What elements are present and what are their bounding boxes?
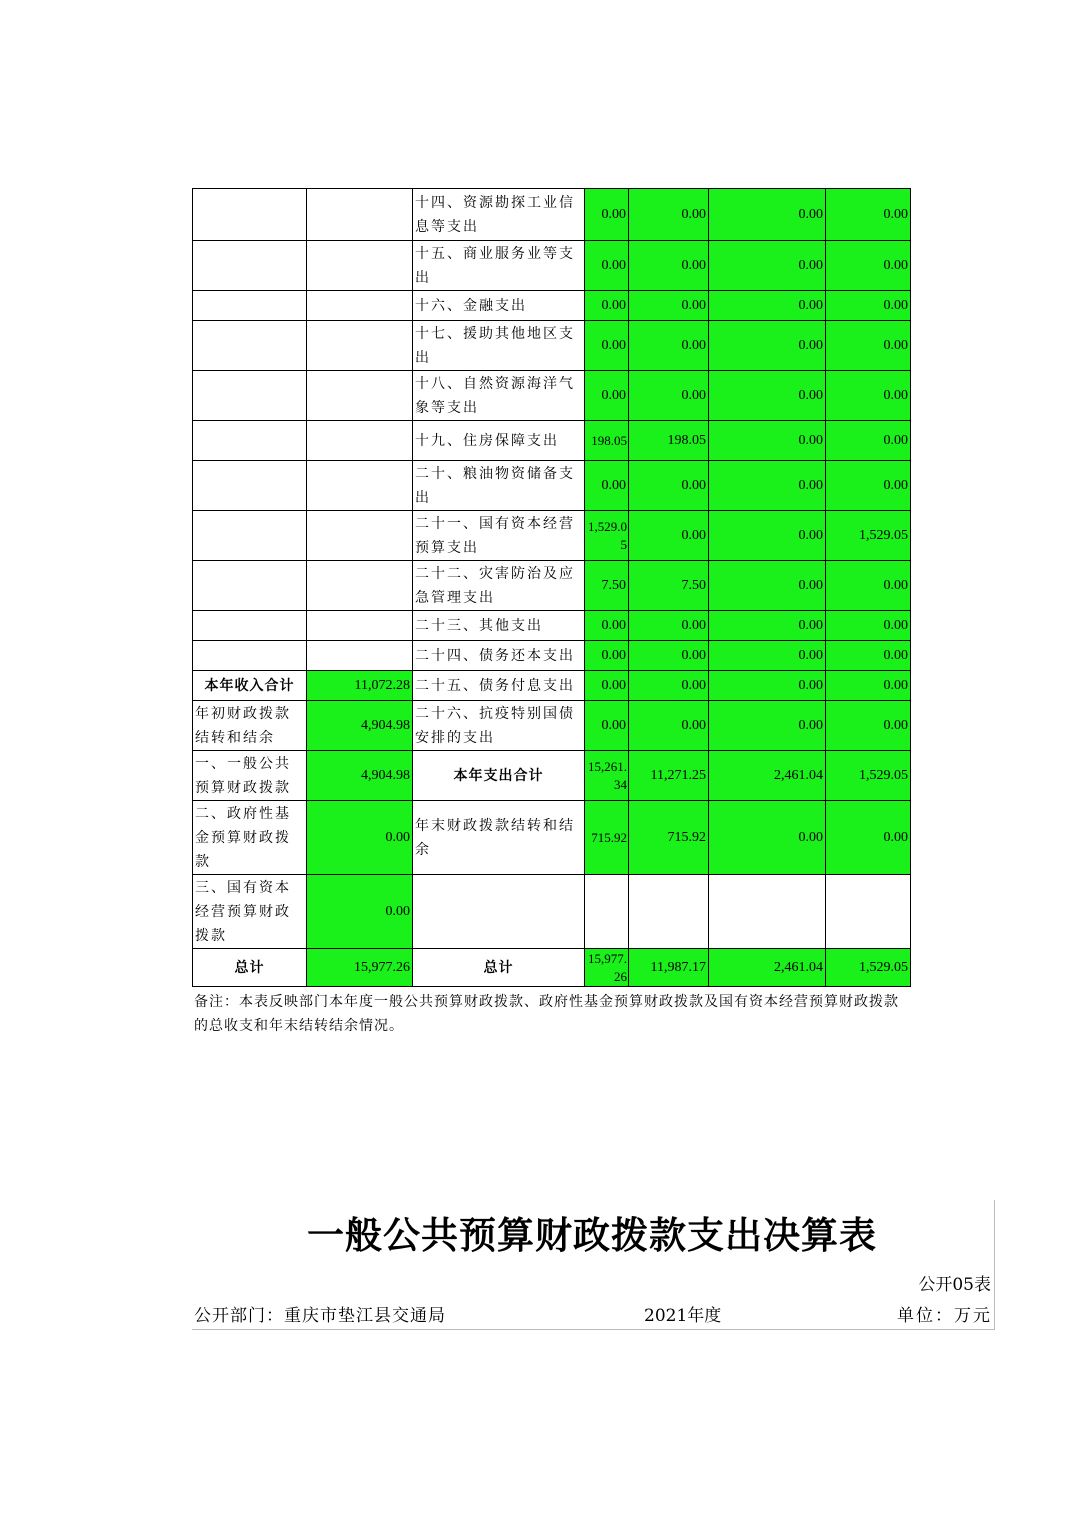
general-budget-cell: 0.00 xyxy=(629,641,709,671)
table-row xyxy=(193,321,911,371)
expense-total-cell: 0.00 xyxy=(585,701,629,751)
general-budget-cell: 0.00 xyxy=(629,671,709,701)
state-capital-cell: 0.00 xyxy=(826,701,911,751)
income-item-cell xyxy=(193,511,307,561)
general-budget-cell: 0.00 xyxy=(629,321,709,371)
budget-table xyxy=(192,188,911,987)
income-item-cell xyxy=(193,641,307,671)
state-capital-cell: 1,529.05 xyxy=(826,751,911,801)
table-row xyxy=(193,241,911,291)
state-capital-cell: 0.00 xyxy=(826,321,911,371)
income-item-cell: 一、一般公共预算财政拨款 xyxy=(193,751,307,801)
expense-total-cell: 1,529.05 xyxy=(585,511,629,561)
table-row xyxy=(193,189,911,241)
table-row xyxy=(193,875,911,949)
department-label: 公开部门：重庆市垫江县交通局 xyxy=(194,1306,446,1326)
expense-total-cell: 0.00 xyxy=(585,371,629,421)
state-capital-cell: 0.00 xyxy=(826,461,911,511)
table-code: 公开05表 xyxy=(918,1275,991,1295)
income-item-cell xyxy=(193,561,307,611)
gov-fund-cell: 0.00 xyxy=(709,321,826,371)
state-capital-cell: 0.00 xyxy=(826,291,911,321)
general-budget-cell: 0.00 xyxy=(629,189,709,241)
state-capital-cell: 0.00 xyxy=(826,421,911,461)
gov-fund-cell: 2,461.04 xyxy=(709,949,826,987)
income-value-cell xyxy=(307,641,413,671)
expense-item-cell: 二十四、债务还本支出 xyxy=(413,641,585,671)
table-row xyxy=(193,611,911,641)
expense-total-cell xyxy=(585,875,629,949)
general-budget-cell: 0.00 xyxy=(629,291,709,321)
income-value-cell xyxy=(307,371,413,421)
general-budget-cell: 0.00 xyxy=(629,371,709,421)
expense-item-cell: 本年支出合计 xyxy=(413,751,585,801)
table-row xyxy=(193,511,911,561)
income-value-cell xyxy=(307,189,413,241)
border-line xyxy=(192,1329,995,1330)
expense-total-cell: 0.00 xyxy=(585,641,629,671)
income-value-cell xyxy=(307,511,413,561)
expense-item-cell: 二十二、灾害防治及应急管理支出 xyxy=(413,561,585,611)
general-budget-cell: 0.00 xyxy=(629,241,709,291)
expense-item-cell: 十六、金融支出 xyxy=(413,291,585,321)
border-line xyxy=(994,1200,995,1330)
general-budget-cell: 0.00 xyxy=(629,701,709,751)
income-item-cell xyxy=(193,461,307,511)
income-item-cell xyxy=(193,371,307,421)
gov-fund-cell xyxy=(709,875,826,949)
table-row xyxy=(193,371,911,421)
table-row xyxy=(193,671,911,701)
income-value-cell xyxy=(307,461,413,511)
income-item-cell: 三、国有资本经营预算财政拨款 xyxy=(193,875,307,949)
income-value-cell: 4,904.98 xyxy=(307,751,413,801)
expense-total-cell: 0.00 xyxy=(585,241,629,291)
expense-total-cell: 15,977.26 xyxy=(585,949,629,987)
state-capital-cell: 0.00 xyxy=(826,371,911,421)
expense-item-cell: 二十三、其他支出 xyxy=(413,611,585,641)
table-row xyxy=(193,949,911,987)
general-budget-cell: 198.05 xyxy=(629,421,709,461)
expense-total-cell: 0.00 xyxy=(585,189,629,241)
gov-fund-cell: 0.00 xyxy=(709,611,826,641)
income-value-cell xyxy=(307,241,413,291)
state-capital-cell xyxy=(826,875,911,949)
income-value-cell: 0.00 xyxy=(307,801,413,875)
expense-total-cell: 198.05 xyxy=(585,421,629,461)
page-title: 一般公共预算财政拨款支出决算表 xyxy=(307,1213,877,1257)
state-capital-cell: 0.00 xyxy=(826,189,911,241)
general-budget-cell xyxy=(629,875,709,949)
expense-item-cell: 十九、住房保障支出 xyxy=(413,421,585,461)
gov-fund-cell: 0.00 xyxy=(709,511,826,561)
gov-fund-cell: 0.00 xyxy=(709,701,826,751)
state-capital-cell: 0.00 xyxy=(826,671,911,701)
gov-fund-cell: 0.00 xyxy=(709,641,826,671)
expense-item-cell: 十七、援助其他地区支出 xyxy=(413,321,585,371)
gov-fund-cell: 2,461.04 xyxy=(709,751,826,801)
gov-fund-cell: 0.00 xyxy=(709,801,826,875)
year-label: 2021年度 xyxy=(644,1306,722,1326)
gov-fund-cell: 0.00 xyxy=(709,241,826,291)
state-capital-cell: 0.00 xyxy=(826,801,911,875)
state-capital-cell: 1,529.05 xyxy=(826,949,911,987)
gov-fund-cell: 0.00 xyxy=(709,421,826,461)
general-budget-cell: 715.92 xyxy=(629,801,709,875)
state-capital-cell: 0.00 xyxy=(826,241,911,291)
income-item-cell: 年初财政拨款结转和结余 xyxy=(193,701,307,751)
income-value-cell: 15,977.26 xyxy=(307,949,413,987)
table-row xyxy=(193,291,911,321)
gov-fund-cell: 0.00 xyxy=(709,461,826,511)
expense-total-cell: 0.00 xyxy=(585,461,629,511)
table-row xyxy=(193,751,911,801)
expense-item-cell: 二十、粮油物资储备支出 xyxy=(413,461,585,511)
expense-item-cell: 二十六、抗疫特别国债安排的支出 xyxy=(413,701,585,751)
gov-fund-cell: 0.00 xyxy=(709,189,826,241)
state-capital-cell: 0.00 xyxy=(826,561,911,611)
income-item-cell xyxy=(193,241,307,291)
unit-label: 单位：万元 xyxy=(897,1306,992,1326)
general-budget-cell: 11,987.17 xyxy=(629,949,709,987)
expense-total-cell: 0.00 xyxy=(585,321,629,371)
expense-total-cell: 7.50 xyxy=(585,561,629,611)
income-item-cell: 总计 xyxy=(193,949,307,987)
gov-fund-cell: 0.00 xyxy=(709,671,826,701)
income-value-cell xyxy=(307,611,413,641)
expense-item-cell: 年末财政拨款结转和结余 xyxy=(413,801,585,875)
table-row xyxy=(193,561,911,611)
expense-total-cell: 0.00 xyxy=(585,611,629,641)
income-value-cell: 11,072.28 xyxy=(307,671,413,701)
state-capital-cell: 1,529.05 xyxy=(826,511,911,561)
income-item-cell: 二、政府性基金预算财政拨款 xyxy=(193,801,307,875)
expense-total-cell: 15,261.34 xyxy=(585,751,629,801)
expense-item-cell: 十四、资源勘探工业信息等支出 xyxy=(413,189,585,241)
general-budget-cell: 0.00 xyxy=(629,611,709,641)
income-item-cell: 本年收入合计 xyxy=(193,671,307,701)
gov-fund-cell: 0.00 xyxy=(709,561,826,611)
expense-item-cell: 二十一、国有资本经营预算支出 xyxy=(413,511,585,561)
income-value-cell xyxy=(307,291,413,321)
table-row xyxy=(193,641,911,671)
general-budget-cell: 0.00 xyxy=(629,511,709,561)
income-item-cell xyxy=(193,291,307,321)
expense-total-cell: 715.92 xyxy=(585,801,629,875)
table-row xyxy=(193,461,911,511)
expense-item-cell xyxy=(413,875,585,949)
income-value-cell: 0.00 xyxy=(307,875,413,949)
expense-total-cell: 0.00 xyxy=(585,671,629,701)
income-item-cell xyxy=(193,321,307,371)
expense-item-cell: 总计 xyxy=(413,949,585,987)
table-row xyxy=(193,801,911,875)
general-budget-cell: 7.50 xyxy=(629,561,709,611)
table-row xyxy=(193,421,911,461)
income-value-cell: 4,904.98 xyxy=(307,701,413,751)
expense-item-cell: 二十五、债务付息支出 xyxy=(413,671,585,701)
expense-item-cell: 十八、自然资源海洋气象等支出 xyxy=(413,371,585,421)
expense-item-cell: 十五、商业服务业等支出 xyxy=(413,241,585,291)
state-capital-cell: 0.00 xyxy=(826,611,911,641)
table-note: 备注：本表反映部门本年度一般公共预算财政拨款、政府性基金预算财政拨款及国有资本经营预算财政拨款的总收支和年末结转结余情况。 xyxy=(194,994,899,1034)
expense-total-cell: 0.00 xyxy=(585,291,629,321)
gov-fund-cell: 0.00 xyxy=(709,291,826,321)
general-budget-cell: 11,271.25 xyxy=(629,751,709,801)
income-item-cell xyxy=(193,611,307,641)
income-value-cell xyxy=(307,321,413,371)
gov-fund-cell: 0.00 xyxy=(709,371,826,421)
table-row xyxy=(193,701,911,751)
general-budget-cell: 0.00 xyxy=(629,461,709,511)
income-item-cell xyxy=(193,189,307,241)
state-capital-cell: 0.00 xyxy=(826,641,911,671)
income-value-cell xyxy=(307,421,413,461)
income-value-cell xyxy=(307,561,413,611)
income-item-cell xyxy=(193,421,307,461)
